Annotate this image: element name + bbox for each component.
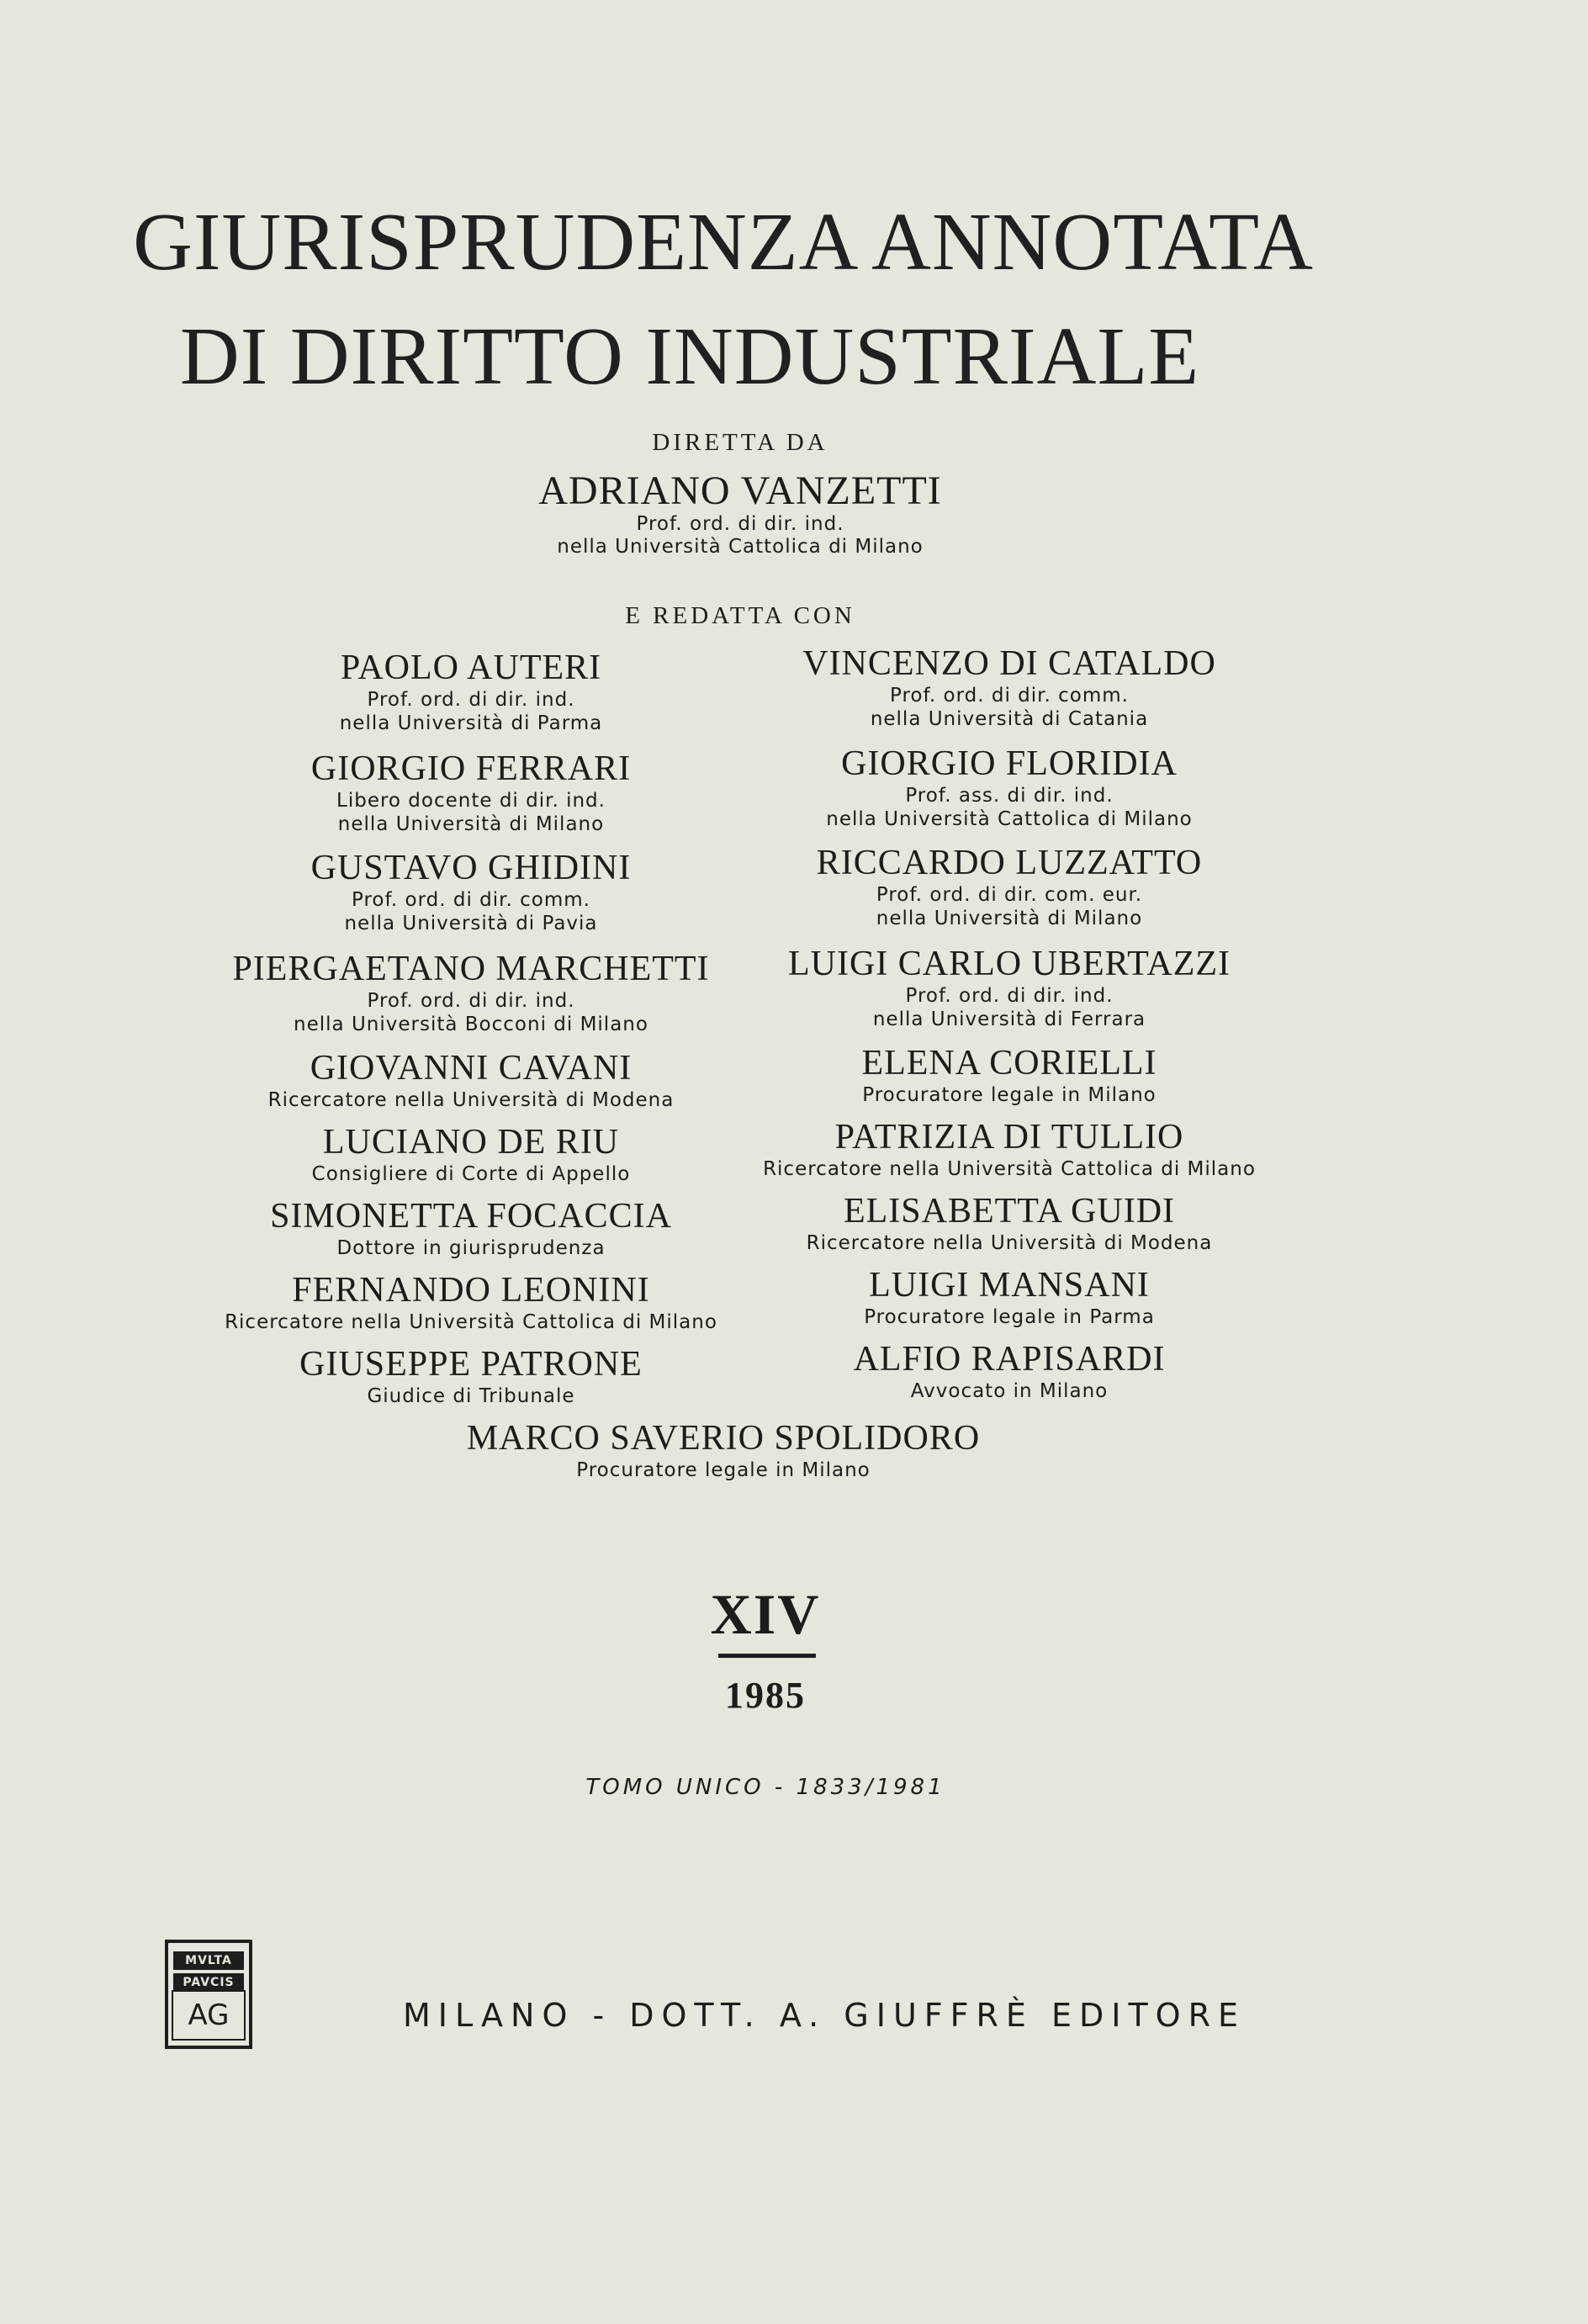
editor-role: Prof. ass. di dir. ind. [905, 785, 1114, 807]
editor-role: nella Università di Catania [870, 708, 1149, 730]
editor-role: Prof. ord. di dir. comm. [890, 685, 1129, 707]
editor-name: GIOVANNI CAVANI [310, 1049, 633, 1088]
journal-title-line-1: GIURISPRUDENZA ANNOTATA [133, 197, 1314, 288]
editor-role: Procuratore legale in Milano [576, 1459, 871, 1481]
editor-entry [715, 1265, 1304, 1329]
editor-entry [177, 1122, 765, 1186]
editor-name: ALFIO RAPISARDI [853, 1340, 1166, 1379]
editor-entry [715, 744, 1304, 831]
editor-entry [177, 749, 765, 836]
editor-entry [177, 1196, 765, 1260]
publisher-imprint: MILANO - DOTT. A. GIUFFRÈ EDITORE [403, 1997, 1246, 2034]
editor-role: nella Università di Pavia [344, 913, 598, 934]
editor-role: Prof. ord. di dir. ind. [367, 689, 575, 711]
editor-name: LUCIANO DE RIU [322, 1123, 620, 1162]
editor-entry [177, 1344, 765, 1408]
editor-entry [715, 843, 1304, 930]
editor-entry [715, 1117, 1304, 1181]
editor-name: ELISABETTA GUIDI [843, 1192, 1176, 1231]
editor-name: VINCENZO DI CATALDO [802, 644, 1216, 683]
directed-by-label: DIRETTA DA [652, 429, 828, 456]
editor-entry [177, 648, 765, 735]
editor-name: ELENA CORIELLI [861, 1044, 1157, 1083]
editor-role: Ricercatore nella Università Cattolica di Milano [225, 1311, 717, 1333]
editor-role: nella Università di Milano [337, 813, 605, 835]
editor-entry [177, 848, 765, 935]
editor-entry [715, 643, 1304, 731]
director-role-1: Prof. ord. di dir. ind. [636, 513, 844, 535]
volume-rule [718, 1654, 816, 1658]
editor-name: GIORGIO FERRARI [310, 749, 632, 788]
editor-role: nella Università Cattolica di Milano [826, 808, 1193, 830]
editor-role: Libero docente di dir. ind. [336, 790, 606, 812]
editor-role: Prof. ord. di dir. ind. [905, 985, 1114, 1007]
logo-band-2: PAVCIS [173, 1973, 244, 1992]
editor-role: Avvocato in Milano [910, 1380, 1109, 1402]
volume-year: 1985 [725, 1675, 806, 1716]
editor-entry [715, 1339, 1304, 1403]
editor-name: FERNANDO LEONINI [292, 1271, 650, 1310]
publisher-logo [165, 1940, 252, 2049]
editor-role: Prof. ord. di dir. ind. [367, 990, 575, 1012]
volume-number: XIV [710, 1582, 821, 1646]
director-name: ADRIANO VANZETTI [538, 469, 942, 513]
editor-entry [177, 1048, 765, 1112]
director-role-2: nella Università Cattolica di Milano [557, 536, 924, 558]
logo-mark: AG [172, 1990, 246, 2041]
editor-name: LUIGI CARLO UBERTAZZI [787, 945, 1231, 983]
editor-role: Procuratore legale in Milano [862, 1084, 1157, 1106]
editor-role: Ricercatore nella Università di Modena [267, 1089, 675, 1111]
editor-role: Dottore in giurisprudenza [336, 1237, 606, 1259]
editor-entry [715, 944, 1304, 1031]
editor-name: SIMONETTA FOCACCIA [270, 1197, 672, 1236]
editor-role: Ricercatore nella Università Cattolica di Milano [763, 1158, 1256, 1180]
editor-name: PATRIZIA DI TULLIO [834, 1118, 1184, 1157]
editor-name: LUIGI MANSANI [869, 1266, 1150, 1305]
editor-name: RICCARDO LUZZATTO [816, 844, 1203, 882]
tomo-info: TOMO UNICO - 1833/1981 [585, 1775, 945, 1800]
editor-role: Giudice di Tribunale [367, 1385, 575, 1407]
editor-role: Procuratore legale in Parma [864, 1306, 1155, 1328]
editor-entry [177, 1270, 765, 1334]
editor-entry [715, 1191, 1304, 1255]
editor-role: nella Università di Parma [339, 712, 603, 734]
editor-role: Consigliere di Corte di Appello [311, 1163, 631, 1185]
editor-role: Ricercatore nella Università di Modena [806, 1232, 1213, 1254]
editor-name: GUSTAVO GHIDINI [310, 849, 632, 887]
editor-role: nella Università Bocconi di Milano [294, 1014, 648, 1035]
editor-role: Prof. ord. di dir. com. eur. [876, 884, 1143, 906]
editors-label: E REDATTA CON [625, 602, 855, 629]
editor-name: PAOLO AUTERI [340, 648, 602, 687]
editor-entry [177, 949, 765, 1036]
editor-name: GIUSEPPE PATRONE [299, 1345, 643, 1384]
editor-entry [715, 1043, 1304, 1107]
editor-role: Prof. ord. di dir. comm. [352, 889, 590, 911]
editor-role: nella Università di Ferrara [872, 1008, 1146, 1030]
editor-role: nella Università di Milano [876, 908, 1143, 929]
editor-name: PIERGAETANO MARCHETTI [232, 950, 710, 988]
editor-entry [429, 1418, 1018, 1482]
journal-title-line-2: DI DIRITTO INDUSTRIALE [179, 311, 1200, 402]
editor-name: GIORGIO FLORIDIA [841, 744, 1178, 783]
logo-band-1: MVLTA [173, 1951, 244, 1970]
editor-name: MARCO SAVERIO SPOLIDORO [466, 1419, 981, 1458]
